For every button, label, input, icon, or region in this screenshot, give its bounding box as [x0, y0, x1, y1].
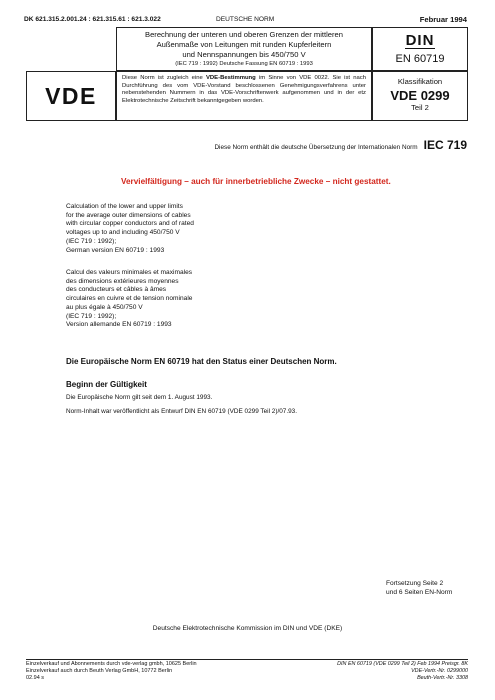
en-number: EN 60719 [395, 53, 445, 65]
classification-label: Klassifikation [397, 77, 443, 86]
price-line: DIN EN 60719 (VDE 0299 Teil 2) Feb 1994 Preisgr. 8K [337, 661, 468, 667]
draft-publication-note: Norm-Inhalt war veröffentlicht als Entwurf DIN EN 60719 (VDE 0299 Teil 2)/07.93. [66, 408, 297, 415]
title-box [116, 27, 372, 71]
vde-info-text [122, 75, 366, 105]
vde-info-box [116, 71, 372, 121]
sales-line: 02.94 s [26, 674, 45, 681]
reproduction-warning: Vervielfältigung – auch für innerbetriebliche Zwecke – nicht gestattet. [121, 177, 391, 186]
iec-number: IEC 719 [423, 138, 467, 152]
vde-teil: Teil 2 [411, 103, 429, 112]
french-line: au plus égale à 450/750 V [66, 303, 143, 311]
vde-info-bold: VDE-Bestimmung [206, 75, 256, 81]
vde-info-pre: Diese Norm ist zugleich eine [122, 75, 206, 81]
sales-info [26, 661, 197, 681]
sales-line: Einzelverkauf auch durch Beuth Verlag GmbH, 10772 Berlin [26, 667, 173, 674]
vde-logo-box [26, 71, 116, 121]
continuation-line: und 6 Seiten EN-Norm [386, 588, 453, 596]
french-line: circulaires en cuivre et de tension nominale [66, 295, 193, 303]
price-line: VDE-Vertr.-Nr. 0299000 [411, 667, 468, 674]
french-title-block [66, 269, 192, 330]
footer-divider [26, 659, 468, 660]
dk-classification-number: DK 621.315.2.001.24 : 621.315.61 : 621.3.022 [24, 16, 161, 23]
norm-type-label: DEUTSCHE NORM [216, 16, 275, 23]
sales-line: Einzelverkauf und Abonnements durch vde-verlag gmbh, 10625 Berlin [26, 661, 197, 667]
title-line: Berechnung der unteren und oberen Grenzen der mittleren [145, 30, 343, 39]
english-line: (IEC 719 : 1992); [66, 237, 117, 245]
iec-translation-note [214, 138, 467, 152]
din-box [372, 27, 468, 71]
continuation-line: Fortsetzung Seite 2 [386, 580, 444, 587]
english-line: voltages up to and including 450/750 V [66, 229, 180, 237]
iec-note-text: Diese Norm enthält die deutsche Übersetzung der Internationalen Norm [214, 144, 418, 151]
english-line: for the average outer dimensions of cables [66, 211, 191, 219]
english-line: Calculation of the lower and upper limits [66, 203, 183, 210]
french-line: des conducteurs et câbles à âmes [66, 286, 167, 294]
english-title-block [66, 203, 194, 255]
french-line: Calcul des valeurs minimales et maximales [66, 269, 193, 276]
french-line: (IEC 719 : 1992); [66, 312, 117, 320]
din-logo: DIN [405, 32, 435, 49]
french-line: Version allemande EN 60719 : 1993 [66, 321, 172, 329]
english-line: with circular copper conductors and of rated [66, 220, 194, 228]
title-line: Außenmaße von Leitungen mit runden Kupferleitern [156, 40, 332, 49]
validity-line: Die Europäische Norm gilt seit dem 1. August 1993. [66, 394, 213, 401]
vde-logo: VDE [45, 82, 97, 109]
classification-box [372, 71, 468, 121]
english-line: German version EN 60719 : 1993 [66, 246, 165, 254]
title-subtitle: (IEC 719 : 1992) Deutsche Fassung EN 60719 : 1993 [175, 61, 313, 67]
publication-date: Februar 1994 [419, 15, 467, 24]
title-line: und Nennspannungen bis 450/750 V [182, 50, 306, 59]
commission-line: Deutsche Elektrotechnische Kommission im DIN und VDE (DKE) [152, 625, 343, 632]
price-line: Beuth-Vertr.-Nr. 3308 [417, 674, 468, 681]
vde-number: VDE 0299 [390, 88, 450, 103]
continuation-note [386, 580, 452, 597]
vde-info-post: im Sinne von VDE 0022. Sie ist nach Durchführung des vom VDE-Vorstand beschlossenen Genehmigungsverfahrens unter nebenstehenden Nummern in das VDE-Vorschriftenwerk aufgenommen und in der etz Elektrotechnische Zeitschrift bekanntgegeben worden. [122, 75, 366, 104]
french-line: des dimensions extérieures moyennes [66, 277, 179, 285]
status-heading: Die Europäische Norm EN 60719 hat den Status einer Deutschen Norm. [66, 357, 337, 366]
price-info [337, 661, 468, 681]
validity-heading: Beginn der Gültigkeit [66, 380, 147, 389]
